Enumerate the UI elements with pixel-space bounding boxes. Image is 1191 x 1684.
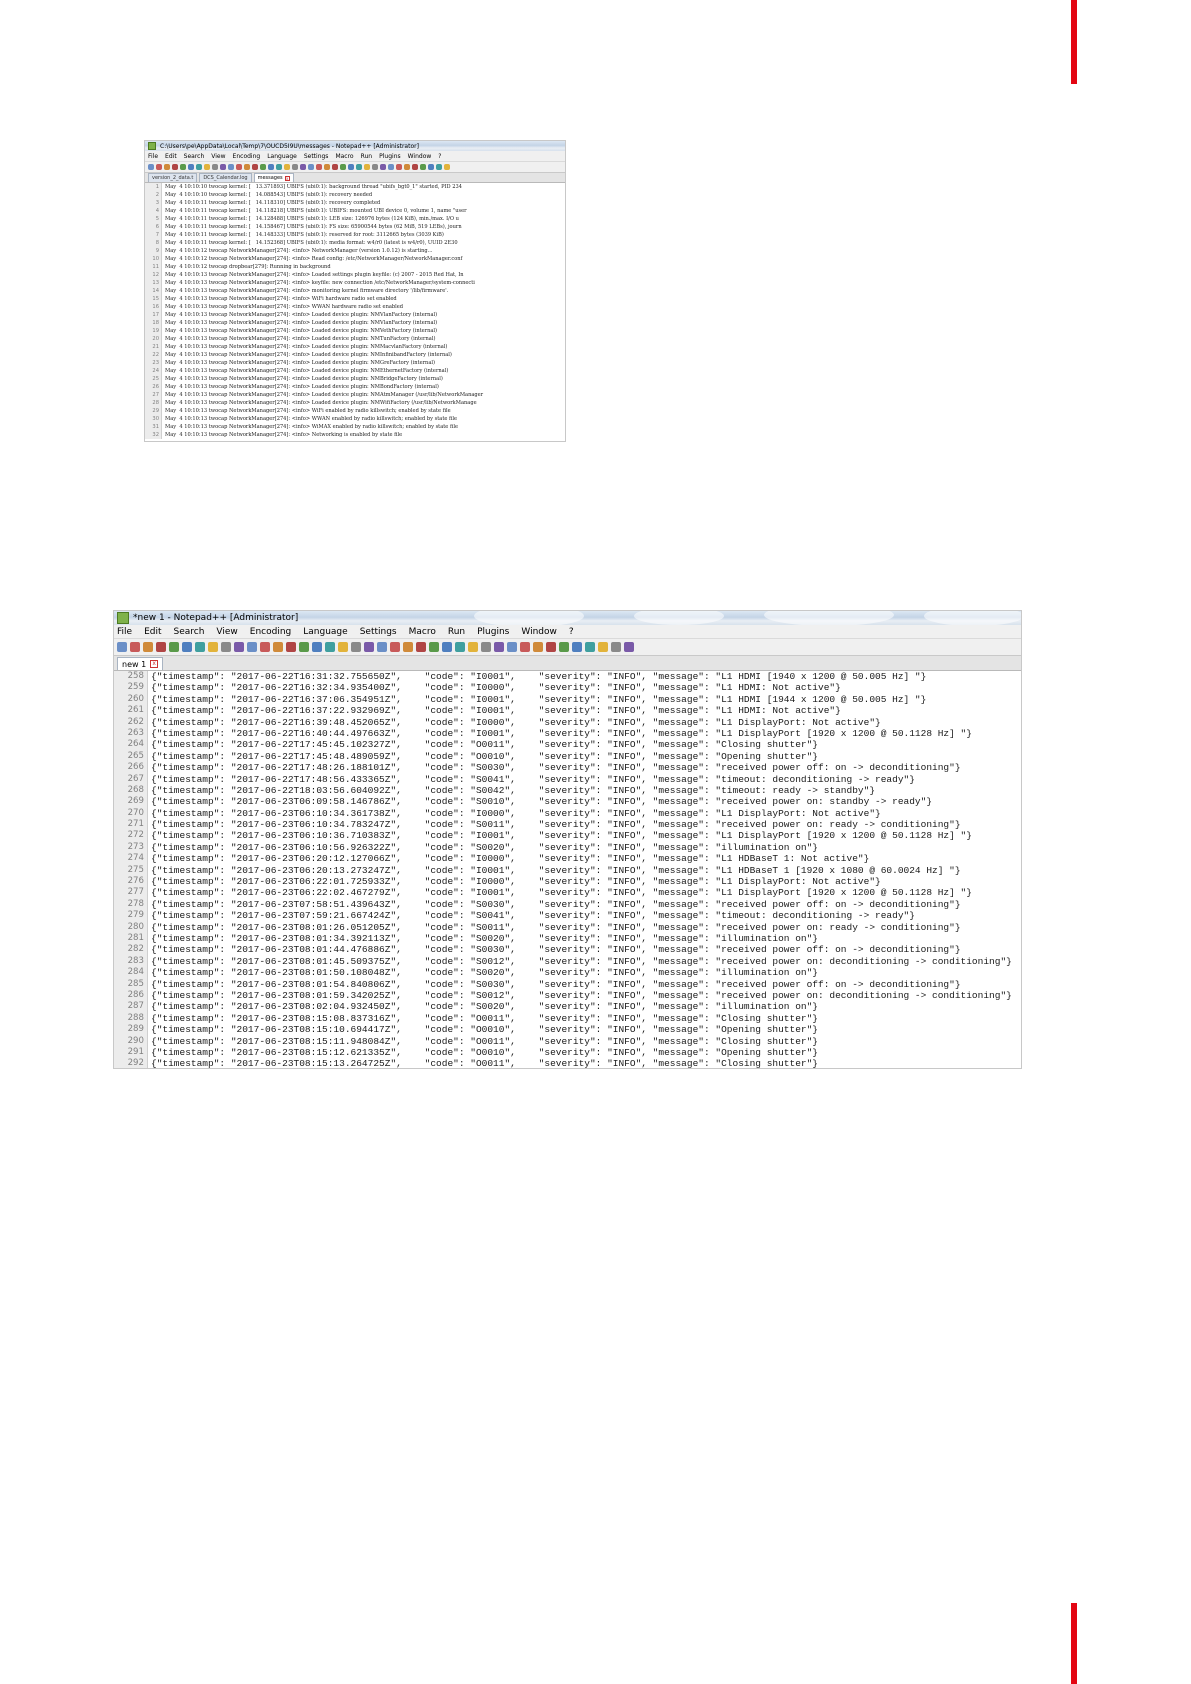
menu-plugins[interactable]: Plugins	[379, 152, 401, 160]
notepadpp-app-icon	[117, 612, 129, 624]
toolbar-button-icon[interactable]	[372, 164, 378, 170]
line-number: 16	[152, 304, 159, 310]
toolbar-button-icon[interactable]	[436, 164, 442, 170]
line-number: 4	[155, 208, 159, 214]
toolbar-button-icon[interactable]	[377, 642, 387, 652]
toolbar-button-icon[interactable]	[340, 164, 346, 170]
toolbar-button-icon[interactable]	[195, 642, 205, 652]
code-line[interactable]: May 4 10:10:13 twocap NetworkManager[274]: <info> WiMAX enabled by radio killswitch; enabled by state file	[165, 424, 458, 430]
code-line[interactable]: {"timestamp": "2017-06-23T08:01:59.342025Z", "code": "S0012", "severity": "INFO", "message": "received power on: deconditioning -> conditioning"}	[151, 989, 1012, 1001]
code-line[interactable]: May 4 10:10:13 twocap NetworkManager[274]: <info> Loaded device plugin: NMBondFactory (internal)	[165, 384, 439, 390]
code-line[interactable]: May 4 10:10:13 twocap NetworkManager[274]: <info> Loaded device plugin: NMAtmManager (/usr/lib/NetworkManager	[165, 392, 484, 398]
line-number: 283	[127, 955, 144, 966]
line-number: 29	[152, 408, 159, 414]
toolbar-button-icon[interactable]	[348, 164, 354, 170]
code-line[interactable]: {"timestamp": "2017-06-23T08:01:44.476886Z", "code": "S0030", "severity": "INFO", "message": "received power off: on -> deconditioning"}	[151, 944, 961, 956]
code-line[interactable]: May 4 10:10:13 twocap NetworkManager[274]: <info> Loaded device plugin: NMEthernetFactory (internal)	[165, 368, 449, 374]
menu-search[interactable]: Search	[173, 626, 205, 637]
code-line[interactable]: May 4 10:10:13 twocap NetworkManager[274]: <info> Loaded device plugin: NMBridgeFactory (internal)	[165, 376, 443, 382]
toolbar-button-icon[interactable]	[611, 642, 621, 652]
code-line[interactable]: {"timestamp": "2017-06-23T07:58:51.439643Z", "code": "S0030", "severity": "INFO", "message": "received power off: on -> deconditioning"}	[151, 898, 961, 910]
toolbar-button-icon[interactable]	[420, 164, 426, 170]
toolbar-button-icon[interactable]	[624, 642, 634, 652]
menu-plugins[interactable]: Plugins	[477, 626, 510, 637]
toolbar-button-icon[interactable]	[416, 642, 426, 652]
code-line[interactable]: May 4 10:10:13 twocap NetworkManager[274]: <info> Loaded device plugin: NMTunFactory (internal)	[165, 336, 436, 342]
code-line[interactable]: May 4 10:10:11 twocap kernel: [ 14.118310] UBIFS (ubi0:1): recovery completed	[165, 200, 381, 206]
code-line[interactable]: {"timestamp": "2017-06-23T08:15:11.948084Z", "code": "O0011", "severity": "INFO", "message": "Closing shutter"}	[151, 1035, 819, 1047]
toolbar-button-icon[interactable]	[356, 164, 362, 170]
code-line[interactable]: May 4 10:10:13 twocap NetworkManager[274]: <info> Loaded device plugin: NMVethFactory (internal)	[165, 328, 438, 334]
menu-view[interactable]: View	[211, 152, 226, 160]
toolbar-button-icon[interactable]	[390, 642, 400, 652]
toolbar-button-icon[interactable]	[494, 642, 504, 652]
toolbar-button-icon[interactable]	[156, 164, 162, 170]
line-number: 263	[127, 727, 144, 738]
close-icon[interactable]: x	[150, 660, 158, 668]
line-number: 282	[127, 944, 144, 955]
toolbar-button-icon[interactable]	[117, 642, 127, 652]
titlebar-cloud-decoration	[764, 611, 894, 625]
tab-label: messages	[257, 175, 283, 181]
toolbar-button-icon[interactable]	[338, 642, 348, 652]
line-number: 8	[155, 240, 159, 246]
line-number: 261	[127, 705, 144, 716]
code-text[interactable]	[162, 183, 565, 439]
toolbar-button-icon[interactable]	[247, 642, 257, 652]
code-line[interactable]: May 4 10:10:13 twocap NetworkManager[274]: <info> Loaded device plugin: NMInfinibandFactory (internal)	[165, 352, 452, 358]
close-icon[interactable]: x	[285, 175, 289, 181]
line-number: 273	[127, 841, 144, 852]
line-number: 266	[127, 762, 144, 773]
code-line[interactable]: {"timestamp": "2017-06-23T06:22:01.725933Z", "code": "I0000", "severity": "INFO", "message": "L1 DisplayPort: Not active"}	[151, 876, 881, 888]
line-number: 259	[127, 682, 144, 693]
line-number: 7	[155, 232, 159, 238]
toolbar-button-icon[interactable]	[286, 642, 296, 652]
toolbar-button-icon[interactable]	[234, 642, 244, 652]
line-number: 290	[127, 1035, 144, 1046]
code-line[interactable]: {"timestamp": "2017-06-23T08:01:45.509375Z", "code": "S0012", "severity": "INFO", "message": "received power on: deconditioning -> conditioning"}	[151, 955, 1012, 967]
toolbar-button-icon[interactable]	[172, 164, 178, 170]
line-number: 25	[152, 376, 159, 382]
code-line[interactable]: {"timestamp": "2017-06-23T08:15:12.621335Z", "code": "O0010", "severity": "INFO", "message": "Opening shutter"}	[151, 1046, 819, 1058]
toolbar-button-icon[interactable]	[388, 164, 394, 170]
menu-file[interactable]: File	[117, 626, 133, 637]
code-line[interactable]: {"timestamp": "2017-06-22T16:39:48.452065Z", "code": "I0000", "severity": "INFO", "message": "L1 DisplayPort: Not active"}	[151, 716, 881, 728]
line-number: 20	[152, 336, 159, 342]
code-line[interactable]: {"timestamp": "2017-06-23T07:59:21.667424Z", "code": "S0041", "severity": "INFO", "message": "timeout: deconditioning -> ready"}	[151, 910, 915, 922]
toolbar-button-icon[interactable]	[364, 642, 374, 652]
line-number: 260	[127, 693, 144, 704]
line-number: 3	[155, 200, 159, 206]
toolbar-button-icon[interactable]	[468, 642, 478, 652]
titlebar-cloud-decoration	[474, 611, 584, 625]
line-number: 9	[155, 248, 159, 254]
toolbar-button-icon[interactable]	[292, 164, 298, 170]
line-number: 264	[127, 739, 144, 750]
code-line[interactable]: {"timestamp": "2017-06-23T06:22:02.467279Z", "code": "I0001", "severity": "INFO", "message": "L1 DisplayPort [1920 x 1200 @ 50.1128 Hz] "}	[151, 887, 972, 899]
line-number: 10	[152, 256, 159, 262]
code-line[interactable]: May 4 10:10:13 twocap NetworkManager[274]: <info> Loaded device plugin: NMVlanFactory (internal)	[165, 312, 438, 318]
menu-macro[interactable]: Macro	[335, 152, 354, 160]
toolbar-button-icon[interactable]	[130, 642, 140, 652]
code-line[interactable]: {"timestamp": "2017-06-22T16:37:06.354951Z", "code": "I0001", "severity": "INFO", "message": "L1 HDMI [1944 x 1200 @ 50.005 Hz] "}	[151, 693, 927, 705]
menu-bar	[114, 625, 1021, 639]
line-number: 270	[127, 807, 144, 818]
editor-area[interactable]	[145, 183, 565, 439]
line-number: 287	[127, 1001, 144, 1012]
line-number: 15	[152, 296, 159, 302]
line-number: 272	[127, 830, 144, 841]
line-number: 274	[127, 853, 144, 864]
window-titlebar	[145, 141, 565, 151]
toolbar-button-icon[interactable]	[598, 642, 608, 652]
tab-dcs-calendar[interactable]	[199, 173, 251, 182]
toolbar-button-icon[interactable]	[276, 164, 282, 170]
toolbar-button-icon[interactable]	[260, 164, 266, 170]
code-line[interactable]: {"timestamp": "2017-06-22T17:48:26.188101Z", "code": "S0030", "severity": "INFO", "message": "received power off: on -> deconditioning"}	[151, 762, 961, 774]
line-number: 280	[127, 921, 144, 932]
toolbar-button-icon[interactable]	[380, 164, 386, 170]
line-number: 12	[152, 272, 159, 278]
code-line[interactable]: {"timestamp": "2017-06-23T06:20:12.127066Z", "code": "I0000", "severity": "INFO", "message": "L1 HDBaseT 1: Not active"}	[151, 853, 870, 865]
line-number: 262	[127, 716, 144, 727]
accent-bar-top	[1071, 0, 1077, 84]
menu-encoding[interactable]: Encoding	[232, 152, 261, 160]
menu-settings[interactable]: Settings	[303, 152, 329, 160]
line-number-gutter	[145, 183, 162, 439]
toolbar-button-icon[interactable]	[204, 164, 210, 170]
toolbar-button-icon[interactable]	[268, 164, 274, 170]
line-number: 269	[127, 796, 144, 807]
code-line[interactable]: {"timestamp": "2017-06-23T08:02:04.932450Z", "code": "S0020", "severity": "INFO", "message": "illumination on"}	[151, 1001, 819, 1013]
titlebar-cloud-decoration	[634, 611, 724, 625]
line-number: 27	[152, 392, 159, 398]
toolbar	[145, 162, 565, 173]
line-number: 278	[127, 898, 144, 909]
toolbar-button-icon[interactable]	[228, 164, 234, 170]
code-line[interactable]: May 4 10:10:13 twocap NetworkManager[274]: <info> Networking is enabled by state file	[165, 432, 403, 438]
code-text[interactable]	[148, 671, 1021, 1069]
line-number: 14	[152, 288, 159, 294]
tab-messages[interactable]	[254, 173, 294, 182]
toolbar-button-icon[interactable]	[324, 164, 330, 170]
titlebar-cloud-decoration	[924, 611, 1021, 625]
menu-bar	[145, 151, 565, 162]
code-line[interactable]: {"timestamp": "2017-06-22T16:40:44.497663Z", "code": "I0001", "severity": "INFO", "message": "L1 DisplayPort [1920 x 1200 @ 50.1128 Hz] "}	[151, 727, 972, 739]
code-line[interactable]: {"timestamp": "2017-06-22T16:32:34.935400Z", "code": "I0000", "severity": "INFO", "message": "L1 HDMI: Not active"}	[151, 682, 841, 694]
toolbar-button-icon[interactable]	[312, 642, 322, 652]
toolbar-button-icon[interactable]	[572, 642, 582, 652]
line-number: 275	[127, 864, 144, 875]
code-line[interactable]: May 4 10:10:13 twocap NetworkManager[274]: <info> WWAN enabled by radio killswitch; enabled by state file	[165, 416, 458, 422]
code-line[interactable]: May 4 10:10:13 twocap NetworkManager[274]: <info> WiFi hardware radio set enabled	[165, 296, 397, 302]
code-line[interactable]: {"timestamp": "2017-06-23T06:10:36.710383Z", "code": "I0001", "severity": "INFO", "message": "L1 DisplayPort [1920 x 1200 @ 50.1128 Hz] "}	[151, 830, 972, 842]
line-number: 265	[127, 750, 144, 761]
toolbar-button-icon[interactable]	[212, 164, 218, 170]
code-line[interactable]: May 4 10:10:13 twocap NetworkManager[274]: <info> WiFi enabled by radio killswitch; enabled by state file	[165, 408, 451, 414]
toolbar-button-icon[interactable]	[300, 164, 306, 170]
toolbar-button-icon[interactable]	[533, 642, 543, 652]
toolbar-button-icon[interactable]	[221, 642, 231, 652]
toolbar-button-icon[interactable]	[252, 164, 258, 170]
toolbar-button-icon[interactable]	[308, 164, 314, 170]
line-number-gutter	[114, 671, 148, 1069]
line-number: 291	[127, 1046, 144, 1057]
tab-bar	[145, 173, 565, 183]
toolbar-button-icon[interactable]	[284, 164, 290, 170]
toolbar-button-icon[interactable]	[546, 642, 556, 652]
line-number: 271	[127, 819, 144, 830]
code-line[interactable]: {"timestamp": "2017-06-23T06:10:34.783247Z", "code": "S0011", "severity": "INFO", "message": "received power on: ready -> conditioning"}	[151, 819, 961, 831]
line-number: 1	[155, 184, 159, 190]
toolbar-button-icon[interactable]	[364, 164, 370, 170]
toolbar-button-icon[interactable]	[559, 642, 569, 652]
notepad-screenshot-messages	[144, 140, 566, 442]
tab-new-1[interactable]	[117, 657, 163, 670]
toolbar-button-icon[interactable]	[428, 164, 434, 170]
code-line[interactable]: {"timestamp": "2017-06-22T17:45:45.102327Z", "code": "O0011", "severity": "INFO", "message": "Closing shutter"}	[151, 739, 819, 751]
line-number: 258	[127, 671, 144, 681]
menu-run[interactable]: Run	[360, 152, 373, 160]
line-number: 28	[152, 400, 159, 406]
code-line[interactable]: {"timestamp": "2017-06-22T16:37:22.932969Z", "code": "I0001", "severity": "INFO", "message": "L1 HDMI: Not active"}	[151, 705, 841, 717]
line-number: 284	[127, 967, 144, 978]
menu-help[interactable]: ?	[568, 626, 574, 637]
line-number: 279	[127, 910, 144, 921]
editor-area[interactable]	[114, 671, 1021, 1069]
code-line[interactable]: {"timestamp": "2017-06-23T08:15:13.264725Z", "code": "O0011", "severity": "INFO", "message": "Closing shutter"}	[151, 1058, 819, 1069]
line-number: 5	[155, 216, 159, 222]
line-number: 281	[127, 932, 144, 943]
code-line[interactable]: May 4 10:10:12 twocap dropbear[279]: Running in background	[165, 264, 331, 270]
toolbar-button-icon[interactable]	[196, 164, 202, 170]
line-number: 276	[127, 876, 144, 887]
menu-encoding[interactable]: Encoding	[249, 626, 292, 637]
code-line[interactable]: {"timestamp": "2017-06-23T08:15:10.694417Z", "code": "O0010", "severity": "INFO", "message": "Opening shutter"}	[151, 1024, 819, 1036]
toolbar-button-icon[interactable]	[404, 164, 410, 170]
menu-settings[interactable]: Settings	[359, 626, 397, 637]
code-line[interactable]: May 4 10:10:13 twocap NetworkManager[274]: <info> Loaded device plugin: NMWifiFactory (/usr/lib/NetworkManage	[165, 400, 477, 406]
code-line[interactable]: {"timestamp": "2017-06-22T17:48:56.433365Z", "code": "S0041", "severity": "INFO", "message": "timeout: deconditioning -> ready"}	[151, 773, 915, 785]
toolbar-button-icon[interactable]	[455, 642, 465, 652]
line-number: 268	[127, 784, 144, 795]
menu-window[interactable]: Window	[521, 626, 557, 637]
code-line[interactable]: {"timestamp": "2017-06-22T16:31:32.755650Z", "code": "I0001", "severity": "INFO", "message": "L1 HDMI [1940 x 1200 @ 50.005 Hz] "}	[151, 671, 927, 682]
code-line[interactable]: {"timestamp": "2017-06-23T08:01:54.840806Z", "code": "S0030", "severity": "INFO", "message": "received power off: on -> deconditioning"}	[151, 978, 961, 990]
line-number: 31	[152, 424, 159, 430]
line-number: 19	[152, 328, 159, 334]
code-line[interactable]: {"timestamp": "2017-06-23T08:01:50.108048Z", "code": "S0020", "severity": "INFO", "message": "illumination on"}	[151, 967, 819, 979]
toolbar-button-icon[interactable]	[444, 164, 450, 170]
menu-window[interactable]: Window	[407, 152, 432, 160]
tab-version-data[interactable]	[148, 173, 197, 182]
toolbar-button-icon[interactable]	[481, 642, 491, 652]
line-number: 6	[155, 224, 159, 230]
window-title: *new 1 - Notepad++ [Administrator]	[133, 613, 299, 623]
toolbar-button-icon[interactable]	[188, 164, 194, 170]
code-line[interactable]: {"timestamp": "2017-06-23T06:10:34.361738Z", "code": "I0000", "severity": "INFO", "message": "L1 DisplayPort: Not active"}	[151, 807, 881, 819]
menu-file[interactable]: File	[148, 152, 159, 160]
toolbar-button-icon[interactable]	[403, 642, 413, 652]
menu-language[interactable]: Language	[303, 626, 348, 637]
code-line[interactable]: May 4 10:10:11 twocap kernel: [ 14.118218] UBIFS (ubi0:1): UBIFS: mounted UBI device 0, volume 1, name "user	[165, 208, 467, 214]
window-title: C:\Users\pe\AppData\Local\Temp\7\OUCD5I9U\messages - Notepad++ [Administrator]	[160, 142, 419, 150]
code-line[interactable]: {"timestamp": "2017-06-23T08:01:34.392113Z", "code": "S0020", "severity": "INFO", "message": "illumination on"}	[151, 932, 819, 944]
toolbar-button-icon[interactable]	[316, 164, 322, 170]
toolbar-button-icon[interactable]	[332, 164, 338, 170]
code-line[interactable]: {"timestamp": "2017-06-23T06:10:56.926322Z", "code": "S0020", "severity": "INFO", "message": "illumination on"}	[151, 841, 819, 853]
line-number: 26	[152, 384, 159, 390]
menu-edit[interactable]: Edit	[144, 626, 162, 637]
code-line[interactable]: May 4 10:10:12 twocap NetworkManager[274]: <info> NetworkManager (version 1.0.12) is starting...	[165, 248, 433, 254]
menu-edit[interactable]: Edit	[165, 152, 177, 160]
toolbar-button-icon[interactable]	[148, 164, 154, 170]
line-number: 32	[152, 432, 159, 438]
line-number: 22	[152, 352, 159, 358]
line-number: 288	[127, 1012, 144, 1023]
toolbar-button-icon[interactable]	[169, 642, 179, 652]
code-line[interactable]: May 4 10:10:10 twocap kernel: [ 13.371893] UBIFS (ubi0:1): background thread "ubifs_bgt0_1" started, PID 234	[165, 184, 462, 190]
accent-bar-bottom	[1071, 1603, 1077, 1684]
toolbar-button-icon[interactable]	[244, 164, 250, 170]
toolbar-button-icon[interactable]	[260, 642, 270, 652]
line-number: 13	[152, 280, 159, 286]
line-number: 2	[155, 192, 159, 198]
line-number: 21	[152, 344, 159, 350]
line-number: 286	[127, 989, 144, 1000]
toolbar-button-icon[interactable]	[442, 642, 452, 652]
notepad-screenshot-new1	[113, 610, 1022, 1069]
code-line[interactable]: May 4 10:10:13 twocap NetworkManager[274]: <info> WWAN hardware radio set enabled	[165, 304, 404, 310]
toolbar-button-icon[interactable]	[164, 164, 170, 170]
code-line[interactable]: {"timestamp": "2017-06-23T06:20:13.273247Z", "code": "I0001", "severity": "INFO", "message": "L1 HDBaseT 1 [1920 x 1080 @ 60.0024 Hz] "}	[151, 864, 961, 876]
tab-label: DCS_Calendar.log	[203, 175, 248, 181]
line-number: 285	[127, 978, 144, 989]
code-line[interactable]: May 4 10:10:11 twocap kernel: [ 14.128488] UBIFS (ubi0:1): LEB size: 126976 bytes (124 KiB), min./max. I/O u	[165, 216, 459, 222]
line-number: 23	[152, 360, 159, 366]
toolbar-button-icon[interactable]	[325, 642, 335, 652]
code-line[interactable]: {"timestamp": "2017-06-23T06:09:58.146786Z", "code": "S0010", "severity": "INFO", "message": "received power on: standby -> ready"}	[151, 796, 933, 808]
line-number: 30	[152, 416, 159, 422]
toolbar-button-icon[interactable]	[396, 164, 402, 170]
window-titlebar	[114, 611, 1021, 625]
line-number: 277	[127, 887, 144, 898]
toolbar-button-icon[interactable]	[507, 642, 517, 652]
line-number: 18	[152, 320, 159, 326]
toolbar-button-icon[interactable]	[143, 642, 153, 652]
line-number: 289	[127, 1024, 144, 1035]
toolbar-button-icon[interactable]	[220, 164, 226, 170]
line-number: 11	[152, 264, 159, 270]
code-line[interactable]: May 4 10:10:13 twocap NetworkManager[274]: <info> Loaded settings plugin keyfile: (c) 2007 - 2015 Red Hat, In	[165, 272, 464, 278]
code-line[interactable]: {"timestamp": "2017-06-23T08:15:08.837316Z", "code": "O0011", "severity": "INFO", "message": "Closing shutter"}	[151, 1012, 819, 1024]
line-number: 17	[152, 312, 159, 318]
tab-label: version_2_data.t	[152, 175, 194, 181]
code-line[interactable]: May 4 10:10:13 twocap NetworkManager[274]: <info> Loaded device plugin: NMVlanFactory (internal)	[165, 320, 438, 326]
code-line[interactable]: May 4 10:10:11 twocap kernel: [ 14.148333] UBIFS (ubi0:1): reserved for root: 3112665 bytes (3039 KiB)	[165, 232, 444, 238]
code-line[interactable]: May 4 10:10:12 twocap NetworkManager[274]: <info> Read config: /etc/NetworkManager/NetworkManager.conf	[165, 256, 463, 262]
menu-help[interactable]: ?	[438, 152, 442, 160]
toolbar-button-icon[interactable]	[520, 642, 530, 652]
code-line[interactable]: May 4 10:10:13 twocap NetworkManager[274]: <info> Loaded device plugin: NMGreFactory (internal)	[165, 360, 435, 366]
toolbar-button-icon[interactable]	[299, 642, 309, 652]
code-line[interactable]: May 4 10:10:13 twocap NetworkManager[274]: <info> keyfile: new connection /etc/NetworkManager/system-connecti	[165, 280, 475, 286]
code-line[interactable]: May 4 10:10:13 twocap NetworkManager[274]: <info> monitoring kernel firmware directory '/lib/firmware'.	[165, 288, 449, 294]
code-line[interactable]: May 4 10:10:10 twocap kernel: [ 14.088543] UBIFS (ubi0:1): recovery needed	[165, 192, 373, 198]
line-number: 292	[127, 1058, 144, 1069]
menu-language[interactable]: Language	[267, 152, 297, 160]
toolbar-button-icon[interactable]	[351, 642, 361, 652]
notepadpp-app-icon	[148, 142, 156, 150]
toolbar-button-icon[interactable]	[412, 164, 418, 170]
tab-bar	[114, 656, 1021, 671]
toolbar-button-icon[interactable]	[429, 642, 439, 652]
menu-search[interactable]: Search	[183, 152, 205, 160]
line-number: 267	[127, 773, 144, 784]
toolbar-button-icon[interactable]	[156, 642, 166, 652]
code-line[interactable]: May 4 10:10:11 twocap kernel: [ 14.152368] UBIFS (ubi0:1): media format: w4/r0 (latest is w4/r0), UUID 2E30	[165, 240, 458, 246]
toolbar-button-icon[interactable]	[208, 642, 218, 652]
code-line[interactable]: {"timestamp": "2017-06-22T18:03:56.604092Z", "code": "S0042", "severity": "INFO", "message": "timeout: ready -> standby"}	[151, 784, 876, 796]
code-line[interactable]: {"timestamp": "2017-06-23T08:01:26.051205Z", "code": "S0011", "severity": "INFO", "message": "received power on: ready -> conditioning"}	[151, 921, 961, 933]
toolbar-button-icon[interactable]	[585, 642, 595, 652]
menu-macro[interactable]: Macro	[408, 626, 436, 637]
toolbar	[114, 639, 1021, 656]
menu-run[interactable]: Run	[447, 626, 466, 637]
line-number: 24	[152, 368, 159, 374]
code-line[interactable]: May 4 10:10:11 twocap kernel: [ 14.158467] UBIFS (ubi0:1): FS size: 65900544 bytes (62 MiB, 519 LEBs), journ	[165, 224, 462, 230]
toolbar-button-icon[interactable]	[182, 642, 192, 652]
code-line[interactable]: May 4 10:10:13 twocap NetworkManager[274]: <info> Loaded device plugin: NMMacvlanFactory (internal)	[165, 344, 448, 350]
toolbar-button-icon[interactable]	[236, 164, 242, 170]
toolbar-button-icon[interactable]	[180, 164, 186, 170]
code-line[interactable]: {"timestamp": "2017-06-22T17:45:48.489059Z", "code": "O0010", "severity": "INFO", "message": "Opening shutter"}	[151, 750, 819, 762]
tab-label: new 1	[122, 659, 147, 669]
menu-view[interactable]: View	[216, 626, 238, 637]
toolbar-button-icon[interactable]	[273, 642, 283, 652]
